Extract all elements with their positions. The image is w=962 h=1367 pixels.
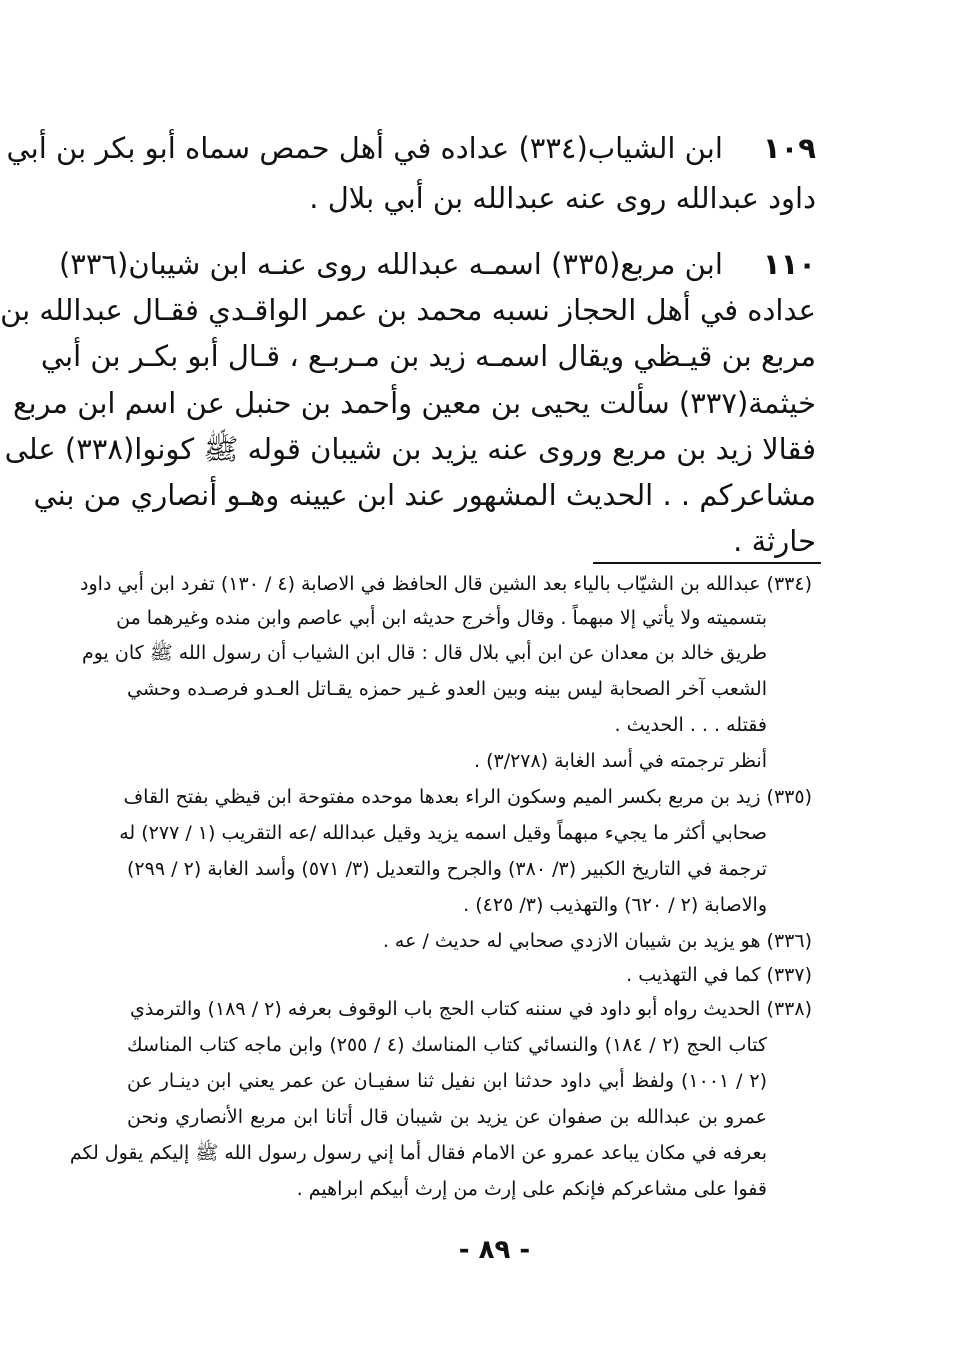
footnote-338-line-5: بعرفه في مكان يباعد عمرو عن الامام فقال أما إني رسول رسول الله ﷺ إليكم يقول لكم — [69, 1142, 767, 1164]
entry-text: ابن الشياب(٣٣٤) عداده في أهل حمص سماه أبو بكر بن أبي — [6, 131, 723, 165]
entry-number: ١٠٩ — [762, 131, 816, 165]
footnote-separator — [593, 562, 821, 564]
footnote-334-line-4: الشعب آخر الصحابة ليس بينه وبين العدو غـير حمزه يقـاتل العـدو فرصـده وحشي — [127, 678, 767, 700]
footnote-338-line-3: (٢ / ١٠٠١) ولفظ أبي داود حدثنا ابن نفيل ثنا سفيـان عن عمر يعني ابن دينـار عن — [127, 1070, 767, 1092]
entry-110-line-2: عداده في أهل الحجاز نسبه محمد بن عمر الواقـدي فقـال عبدالله بن — [0, 293, 816, 327]
footnote-338-line-6: قفوا على مشاعركم فإنكم على إرث من إرث أبيكم ابراهيم . — [296, 1178, 767, 1200]
footnote-335-line-4: والاصابة (٢ / ٦٢٠) والتهذيب (٣/ ٤٢٥) . — [463, 894, 767, 916]
footnote-338-line-1: (٣٣٨) الحديث رواه أبو داود في سننه كتاب الحج باب الوقوف بعرفه (٢ / ١٨٩) والترمذي — [130, 998, 812, 1020]
footnote-334-line-6: أنظر ترجمته في أسد الغابة (٣/٢٧٨) . — [474, 750, 767, 772]
footnote-335-line-3: ترجمة في التاريخ الكبير (٣/ ٣٨٠) والجرح والتعديل (٣/ ٥٧١) وأسد الغابة (٢ / ٢٩٩) — [127, 858, 768, 880]
footnote-336-line-1: (٣٣٦) هو يزيد بن شيبان الازدي صحابي له حديث / عه . — [382, 930, 812, 952]
entry-110-line-3: مربع بن قيـظي ويقال اسمـه زيد بن مـربـع ، قـال أبو بكـر بن أبي — [40, 339, 816, 373]
footnote-334-line-5: فقتله . . . الحديث . — [614, 714, 767, 736]
entry-109-line-2: داود عبدالله روى عنه عبدالله بن أبي بلال . — [309, 181, 816, 215]
footnote-334-line-1: (٣٣٤) عبدالله بن الشيّاب بالياء بعد الشين قال الحافظ في الاصابة (٤ / ١٣٠) تفرد ابن أبي داود — [80, 573, 812, 595]
entry-number: ١١٠ — [762, 247, 816, 281]
footnote-338-line-4: عمرو بن عبدالله بن صفوان عن يزيد بن شيبان قال أتانا ابن مربع الأنصاري ونحن — [127, 1106, 767, 1128]
footnote-338-line-2: كتاب الحج (٢ / ١٨٤) والنسائي كتاب المناسك (٤ / ٢٥٥) وابن ماجه كتاب المناسك — [127, 1034, 768, 1056]
footnote-335-line-1: (٣٣٥) زيد بن مربع بكسر الميم وسكون الراء بعدها موحده مفتوحة ابن قيظي بفتح القاف — [123, 786, 812, 808]
entry-text: ابن مربع(٣٣٥) اسمـه عبدالله روى عنـه ابن شيبان(٣٣٦) — [58, 247, 723, 281]
entry-110-line-4: خيثمة(٣٣٧) سألت يحيى بن معين وأحمد بن حنبل عن اسم ابن مربع — [13, 386, 816, 420]
entry-110-line-5: فقالا زيد بن مربع وروى عنه يزيد بن شيبان قوله ﷺ كونوا(٣٣٨) على — [4, 432, 816, 466]
entry-109-line-1 — [6, 128, 816, 168]
entry-110-line-7: حارثة . — [733, 524, 816, 558]
page-number: - ٨٩ - — [458, 1235, 531, 1265]
footnote-334-line-2: بتسميته ولا يأتي إلا مبهماً . وقال وأخرج حديثه ابن أبي عاصم وابن منده وغيرهما من — [116, 607, 767, 629]
entry-110-line-6: مشاعركم . . الحديث المشهور عند ابن عيينه وهـو أنصاري من بني — [33, 478, 816, 512]
entry-110-line-1 — [58, 244, 816, 284]
footnote-337-line-1: (٣٣٧) كما في التهذيب . — [626, 964, 812, 986]
footnote-334-line-3: طريق خالد بن معدان عن ابن أبي بلال قال : قال ابن الشياب أن رسول الله ﷺ كان يوم — [81, 642, 767, 664]
footnote-335-line-2: صحابي أكثر ما يجيء مبهماً وقيل اسمه يزيد وقيل عبدالله /عه التقريب (١ / ٢٧٧) له — [119, 822, 767, 844]
